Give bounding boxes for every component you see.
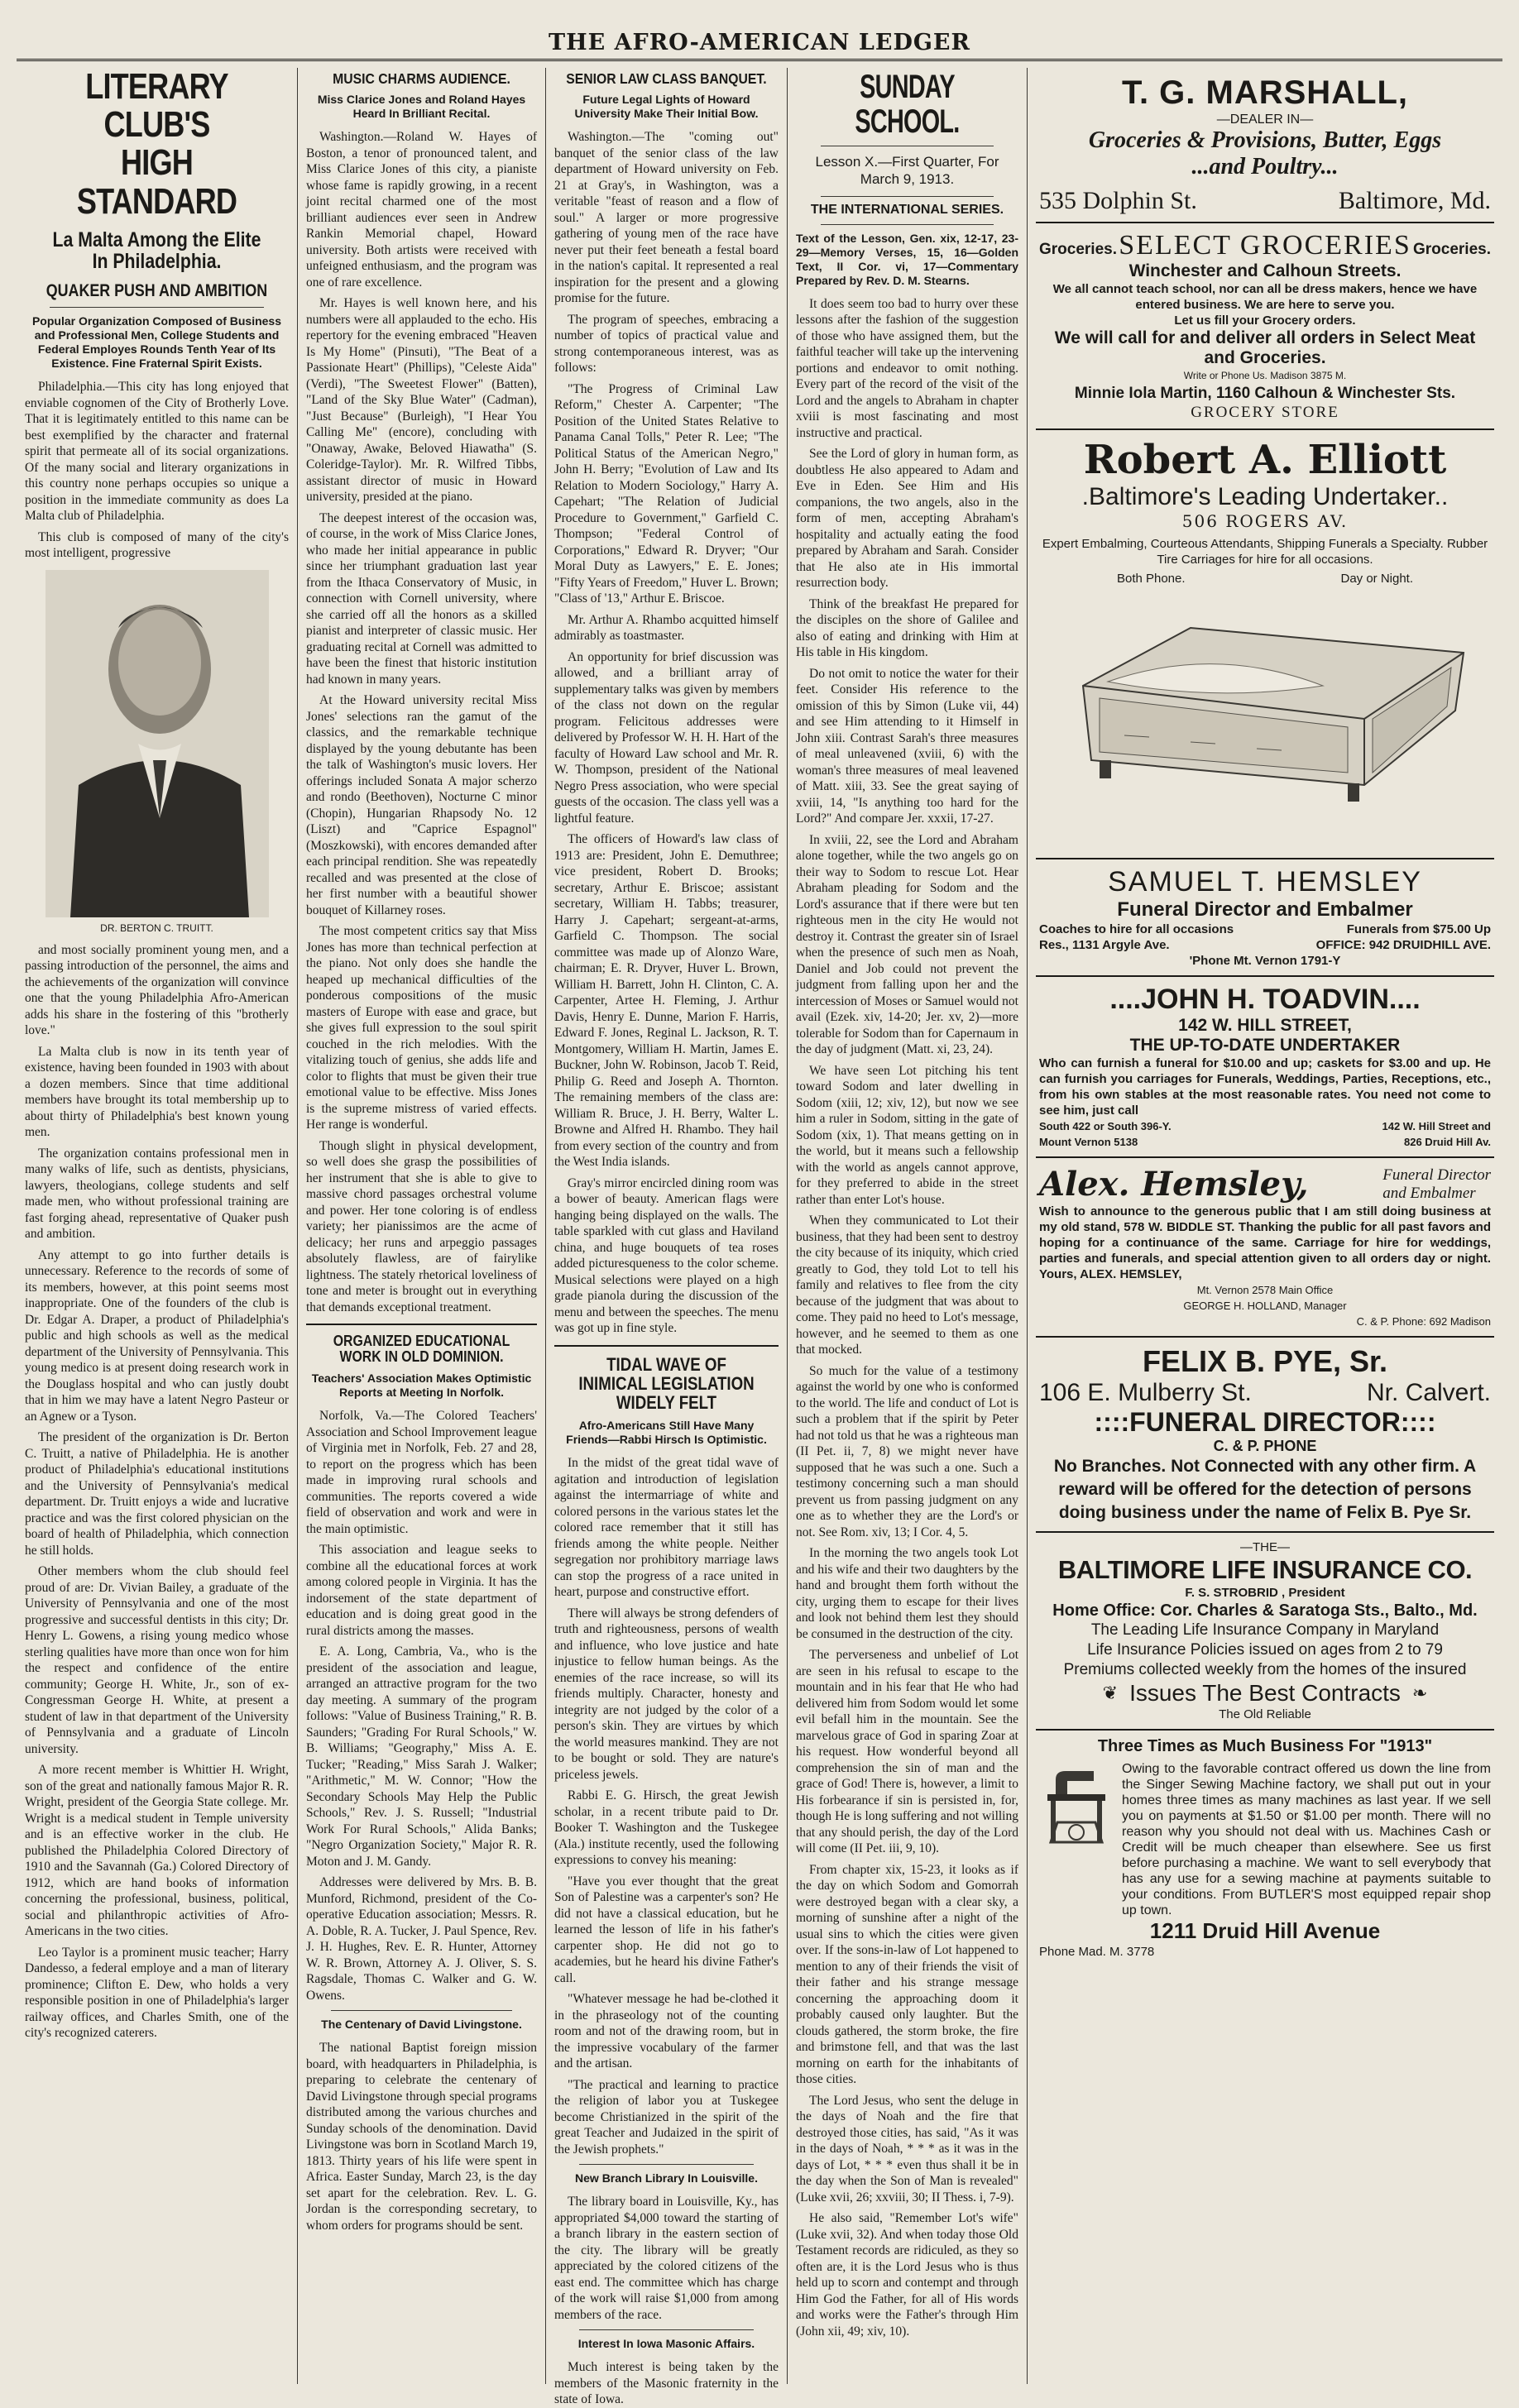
ad-select-groceries	[1036, 223, 1494, 430]
toadvin-phones-row-2	[1039, 1134, 1491, 1150]
life-name: BALTIMORE LIFE INSURANCE CO.	[1057, 1555, 1473, 1584]
toadvin-tagline: THE UP-TO-DATE UNDERTAKER	[1129, 1036, 1401, 1055]
subhead-la-malta: La Malta Among the Elite In Philadelphia.	[52, 227, 261, 273]
life-president: F. S. STROBRID , President	[1185, 1586, 1345, 1600]
pye-name: FELIX B. PYE, Sr.	[1142, 1344, 1388, 1378]
article-paragraph: When they communicated to Lot their business, that they had been sent to destroy the city because of its iniquity, which cried greatly to God, they told Lot to tell his family and relatives to flee from the city because of the judgment that was about to come. They paid no heed to Lot's message, however, and he seemed to them as one that mocked.	[796, 1214, 1018, 1357]
groceries-line: Let us fill your Grocery orders.	[1174, 314, 1356, 328]
article-paragraph: Washington.—The "coming out" banquet of the senior class of the law department of Howard university on Feb. 21 at Gray's, in Washington, was a veritable "feast of reason and a flow of soul." A larger or more progressive gathering of young men of the race have never put their feet beneath a festal board in the nation's capital. It represented a real inspiration for the present and a glowing promise for the future.	[554, 130, 779, 306]
columns	[17, 66, 1502, 2407]
article-paragraph: So much for the value of a testimony against the world by one who is conformed to the world. The life and conduct of Lot is such a problem that if the spirit by Peter had not told us that he was a righteous man (II Pet. ii, 7, 8) we might never have supposed that he was such a one. Such a testimony concerning such a man should prevent us from passing judgment on any one as to whether they are the Lord's or not. See Rom. xiv, 13; I Cor. 4, 5.	[796, 1363, 1018, 1539]
article-paragraph: From chapter xix, 15-23, it looks as if the day on which Sodom and Gomorrah were destroyed began with a clear sky, a morning of sunshine after a night of the usual sins to which the cities were given over. If the sons-in-law of Lot happened to mention to any of their friends the visit of their father and his strange message concerning the approaching doom it probably caused only laughter. But the clouds gathered, the storm broke, the fire and brimstone fell, and that was the last morning on earth for the inhabitants of those cities.	[796, 1862, 1018, 2087]
alex-name: Alex. Hemsley,	[1039, 1165, 1309, 1204]
article-paragraph: "Whatever message he had be-clothed it in the phraseology not of the counting room and not of the drawing room, but in the impressive vocabulary of the farmer and the artisan.	[554, 1992, 779, 2071]
fleuron-icon: ❦	[1102, 1683, 1119, 1703]
ad-marshall	[1036, 68, 1494, 223]
article-paragraph: The deepest interest of the occasion was, of course, in the work of Miss Clarice Jones, who made her initial appearance in public since her triumphant graduation last year from the Ithaca Conservatory of Music, in connection with Cornell university, where she carried off all the honors as a skilled pianist and interpreter of classic music. Her graduating recital at Cornell was admitted to have been the finest that historic institution had known in many years.	[306, 510, 537, 687]
article-paragraph: Any attempt to go into further details is unnecessary. Reference to the records of some of its members, however, at this point seems most inappropriate. One of the founders of the club is Dr. Edgar A. Draper, a product of Philadelphia's public and high schools as well as the medical department of the University of Pennsylvania. This young medico is at present doing research work in the Douglass hospital and who can justly doubt that in him we may have a latent Negro Pasteur or an Agnew or a Tyson.	[25, 1247, 289, 1424]
lesson-text-reference: Text of the Lesson, Gen. xix, 12-17, 23-29—Memory Verses, 15, 16—Golden Text, II Cor. vi, 17—Commentary Prepared by Rev. D. M. Stearns.	[796, 231, 1018, 287]
article-paragraph: Other members whom the club should feel proud of are: Dr. Vivian Bailey, a graduate of the University of Pennsylvania and one of the most progressive and successful dentists in this city; Dr. Henry L. Gowens, a rising young medico whose sterling qualities have more than once won for him the respect and confidence of the entire community; George H. White, Jr., son of ex-Congressman George H. White, at present a student of law in that department of the University of Pennsylvania and a graduate of Lincoln university.	[25, 1564, 289, 1756]
masthead	[17, 0, 1502, 61]
headline-senior-law: SENIOR LAW CLASS BANQUET.	[566, 70, 767, 87]
article-paragraph: In xviii, 22, see the Lord and Abraham alone together, while the two angels go on their way to Sodom to rescue Lot. Hear Abraham pleading for Sodom and the Lord's assurance that if there were but ten righteous men in the city He would not destroy it. Contrast the greater sin of Israel when the presence of such men as Noah, Daniel and Job could not prevent the judgment from falling upon her and the intercession of Moses or Samuel would not avail (Ezek. xiv, 14-20; Jer. xv, 2)—more tolerable for Sodom than for Capernaum in the day of judgment (Matt. xi, 23, 24).	[796, 832, 1018, 1057]
article-paragraph: He also said, "Remember Lot's wife" (Luke xvii, 32). And when today those Old Testament records are ridiculed, as they so often are, it is the Lord Jesus who is thus held up to scorn and contempt and through Him God the Father, for all of His words and works were the Father's through Him (John xii, 49; xiv, 10).	[796, 2211, 1018, 2339]
groceries-phone: Write or Phone Us. Madison 3875 M.	[1183, 370, 1347, 381]
toadvin-name: ....JOHN H. TOADVIN....	[1109, 984, 1421, 1015]
article-paragraph: Mr. Hayes is well known here, and his numbers were all applauded to the echo. His repertory for the evening embraced "Heaven Is My Home" (Pinsuti), "The Beat of a Passionate Heart" (Phillips), "Celeste Aida" (Verdi), "The Sweetest Flower" (Batten), "Land of the Sky Blue Water" (Cadman), "Just Because" (Burleigh), "I Hear You Calling Me" (encore), concluding with "Onaway, Awake, Beloved Hiawatha" (S. Coleridge-Taylor). Mr. R. Wilfred Tibbs, assistant director of music in Howard university, presided at the piano.	[306, 296, 537, 505]
column-3	[546, 68, 788, 2407]
hemsley-title: Funeral Director and Embalmer	[1117, 898, 1413, 921]
marshall-dealer: —DEALER IN—	[1216, 113, 1314, 127]
article-paragraph: E. A. Long, Cambria, Va., who is the president of the association and league, arranged an attractive program for the two day meeting. A summary of the program follows: "Value of Business Training," R. B. Saunders; "Grading For Rural Schools," W. B. Williams; "Geography," Miss A. E. Tucker; "Reading," Miss Sarah J. Walker; "Arithmetic," M. W. Connor; "How the Secondary Schools May Help the Public Schools," Rev. J. S. Russell; "Industrial Work For Rural Schools," Alida Banks; "Negro Organization Society," Major R. R. Moton and J. M. Gandy.	[306, 1644, 537, 1869]
article-paragraph: "The practical and learning to practice the religion of labor you at Tuskegee become Christianized in the spirit of the great Teacher and Judaized in the spirit of the Jewish prophets."	[554, 2077, 779, 2157]
article-paragraph: It does seem too bad to hurry over these lessons after the fashion of the suggestion of those who have assigned them, but the faithful teacher will take up the intervening portions and endeavor to omit nothing. Every part of the record of the visit of the Lord and the angels to Abraham in chapter xviii is most fascinating and most instructive and practical.	[796, 296, 1018, 440]
column-1	[17, 68, 298, 2384]
fleuron-icon: ❧	[1411, 1683, 1428, 1703]
article-paragraph: Washington.—Roland W. Hayes of Boston, a tenor of pronounced talent, and Miss Clarice Jones of this city, a pianiste whose fame is rapidly growing, in a recent joint recital charmed one of the most brilliant audiences ever seen in Andrew Rankin Memorial chapel, Howard university. Both artists were received with unfeigned enthusiasm, and the program was one of rare excellence.	[306, 130, 537, 290]
deck-teachers: Teachers' Association Makes Optimistic Reports at Meeting In Norfolk.	[311, 1372, 532, 1400]
toadvin-address: 142 W. HILL STREET,	[1178, 1016, 1352, 1035]
pye-phone: C. & P. PHONE	[1213, 1438, 1317, 1454]
groceries-corner: Winchester and Calhoun Streets.	[1128, 261, 1402, 280]
marshall-city: Baltimore, Md.	[1338, 187, 1491, 214]
headline-sunday-school: SUNDAY SCHOOL.	[855, 69, 960, 140]
article-paragraph: Do not omit to notice the water for their feet. Consider His reference to the omission of this by Simon (Luke vii, 44) and see Him attending to it Himself in John xiii. Contrast Sarah's three measures of meal unleavened (xviii, 6) with the woman's three measures of meal leavened of Matt. xiii, 33. See the great saying of xviii, 14, "Is anything too hard for the Lord?" And compare Jer. xxxii, 17-27.	[796, 666, 1018, 826]
article-paragraph: A more recent member is Whittier H. Wright, son of the great and nationally famous Major R. R. Wright, president of the Georgia State college. Mr. Wright is a medical student in Temple university and is an effective worker in the club. He published the Philadelphia Colored Directory of 1910 and the Savannah (Ga.) Colored Directory of 1912, which are hand books of information concerning the professional, business, political, social and philanthropic activities of Afro-Americans in the two cities.	[25, 1763, 289, 1939]
elliott-address: 506 ROGERS AV.	[1181, 511, 1349, 531]
article-paragraph: Rabbi E. G. Hirsch, the great Jewish scholar, in a recent tribute paid to Dr. Booker T. Washington and the Tuskegee (Ala.) institute recently, used the following expressions to convey his meaning:	[554, 1788, 779, 1868]
subhead-quaker-push: QUAKER PUSH AND AMBITION	[46, 281, 268, 301]
life-contracts: Issues The Best Contracts	[1129, 1680, 1401, 1706]
elliott-contact	[1039, 571, 1491, 586]
article-paragraph: The national Baptist foreign mission board, with headquarters in Philadelphia, is preparing to celebrate the centenary of David Livingstone through special programs distributed among the various churches and Sunday schools of the denomination. David Livingstone was born in Scotland March 19, 1813. Thirty years of his life were spent in Africa. Easter Sunday, March 23, is the day set apart for the celebration. Rev. L. G. Jordan is the corresponding secretary, to whom orders for programs should be sent.	[306, 2041, 537, 2233]
toadvin-body: Who can furnish a funeral for $10.00 and up; caskets for $3.00 and up. He can furnish you carriages for Funerals, Weddings, Parties, Receptions, etc., from his own stables at the most reasonable rates. You need not come to see him, just call	[1039, 1056, 1491, 1118]
hemsley-residence: Res., 1131 Argyle Ave.	[1039, 938, 1170, 952]
article-paragraph: Mr. Arthur A. Rhambo acquitted himself admirably as toastmaster.	[554, 612, 779, 644]
article-paragraph: Addresses were delivered by Mrs. B. B. Munford, Richmond, president of the Co-operative Education association; Messrs. R. A. Doble, R. A. Tucker, J. Paul Spence, Rev. J. H. Hughes, Rev. E. R. Hunter, Attorney W. R. Brown, Attorney A. J. Oliver, S. S. Ragsdale, Thomas C. Walker and G. W. Owens.	[306, 1875, 537, 2003]
elliott-phone: Both Phone.	[1116, 572, 1186, 586]
marshall-goods-2: ...and Poultry...	[1191, 154, 1339, 180]
hemsley-address-row	[1039, 937, 1491, 953]
life-slogan: The Old Reliable	[1219, 1707, 1311, 1721]
groceries-store: GROCERY STORE	[1191, 404, 1339, 421]
life-the: —THE—	[1240, 1540, 1290, 1554]
article-paragraph: The perverseness and unbelief of Lot are seen in his refusal to escape to the mountain and in his fear that He who had delivered him from Sodom would let some evil befall him in the mountain. See the marvelous grace of God in sparing Zoar at his request. How wonderful beyond all comprehension the sin of man and the grace of God! There is, however, a limit to His forbearance if sin is persisted in, for, though He is long suffering and not willing that any should perish, the day of the Lord will come (II Pet. iii, 9, 10).	[796, 1648, 1018, 1856]
article-paragraph: See the Lord of glory in human form, as doubtless He also appeared to Adam and Eve in Eden. See Him and His companions, the two angels, also in the form of men, accepting Abraham's hospitality and actually eating the food prepared by Abraham and Sarah. Consider that He also ate in His immortal resurrection body.	[796, 447, 1018, 591]
international-series: THE INTERNATIONAL SERIES.	[810, 203, 1004, 217]
ad-samuel-hemsley	[1036, 859, 1494, 977]
groceries-left: Groceries.	[1039, 241, 1117, 258]
article-paragraph: Philadelphia.—This city has long enjoyed that enviable cognomen of the City of Brotherly Love. That it is legitimately entitled to this name can be best exemplified by the character and fraternal spirit that permeate all of its social organizations. Of the many social and literary organizations in this country none perhaps occupies so unique a position in the immediate community as does La Malta club of Philadelphia.	[25, 380, 289, 524]
article-paragraph: The officers of Howard's law class of 1913 are: President, John E. Demuthree; vice president, Robert D. Brooks; secretary, Arthur E. Briscoe; assistant secretary, William H. Tabbs; treasurer, Harry J. Capehart; sergeant-at-arms, Garfield C. Thompson. The social committee was made up of Alonzo Ware, chairman; E. R. Dryver, Huver L. Brown, William H. Barrett, John H. Clinton, C. A. Carpenter, Artee H. Fleming, J. Arthur Davis, Henry E. Dunne, Marion F. Harris, Edward F. Jones, Reginal L. Jackson, R. T. Montgomery, William H. Martin, James E. Buckner, John W. Robinson, Jacob T. Reid, Philip G. Reed and Joseph A. Thornton. The remaining members of the class are: William R. Bruce, J. H. Berry, Walter L. Browne and Alfred H. Rhambo. They hail from every section of the country and from the West India islands.	[554, 832, 779, 1170]
life-line: Premiums collected weekly from the homes of the insured	[1063, 1661, 1467, 1678]
deck-la-malta: Popular Organization Composed of Business and Professional Men, College Students and Federal Employes Rounds Tenth Year of Its Existence. Fine Fraternal Spirit Exists.	[31, 314, 282, 371]
ad-sewing-machines	[1036, 1731, 1494, 1966]
article-paragraph: There will always be strong defenders of truth and righteousness, persons of wealth and influence, who love justice and hate injustice to fellow human beings. As the enemies of the race increase, so will its friends multiply. Character, honesty and integrity are not judged by the color of a person's skin. They are virtues by which the world measures mankind. They are not to be bought or sold. They are nature's priceless jewels.	[554, 1606, 779, 1782]
elliott-hours: Day or Night.	[1340, 572, 1414, 586]
headline-organized-educational: ORGANIZED EDUCATIONAL WORK IN OLD DOMINION.	[333, 1333, 510, 1366]
article-paragraph: Gray's mirror encircled dining room was a bower of beauty. American flags were hanging being displayed on the walls. The table sparkled with cut glass and Haviland china, and huge bouquets of tea roses added picturesqueness to the color scheme. Musical selections were played on a high grade pianola during the discussion of the menu and between the speeches. The menu was got up in fine style.	[554, 1175, 779, 1336]
divider	[331, 2010, 512, 2011]
lesson-info: Lesson X.—First Quarter, For March 9, 1913.	[815, 154, 999, 187]
life-line: Life Insurance Policies issued on ages from 2 to 79	[1087, 1641, 1443, 1659]
ad-baltimore-life	[1036, 1533, 1494, 1731]
article-paragraph: In the midst of the great tidal wave of agitation and introduction of legislation against the intermarriage of white and colored persons in the various states let the colored race remember that it still has friends among the white people. Neither segregation nor prohibitory marriage laws can stop the progress of a race united in heart, purpose and constructive effort.	[554, 1456, 779, 1600]
sewing-headline: Three Times as Much Business For "1913"	[1097, 1737, 1433, 1755]
article-paragraph: The president of the organization is Dr. Berton C. Truitt, a native of Philadelphia. He is another product of Philadelphia's educational institutions and the University of Pennsylvania's medical department. Dr. Truitt enjoys a wide and lucrative practice and was the first colored physician on the board of health of Philadelphia, which connection he still holds.	[25, 1430, 289, 1558]
life-contracts-row	[1039, 1680, 1491, 1707]
hemsley-phone: 'Phone Mt. Vernon 1791-Y	[1189, 954, 1341, 968]
divider	[821, 224, 994, 225]
toadvin-phone-1: South 422 or South 396-Y.	[1039, 1120, 1172, 1132]
article-paragraph: Leo Taylor is a prominent music teacher; Harry Dandesso, a federal employe and a man of literary prominence; Clifton E. Dew, who holds a very responsible position in one of Philadelphia's larger railway offices, and Charles Smith, one of the city's recognized caterers.	[25, 1945, 289, 2041]
casket-illustration	[1050, 595, 1480, 843]
pye-body: No Branches. Not Connected with any other firm. A reward will be offered for the detection of persons doing business under the name of Felix B. Pye Sr.	[1053, 1457, 1477, 1522]
headline-music-charms: MUSIC CHARMS AUDIENCE.	[333, 70, 510, 87]
marshall-goods: Groceries & Provisions, Butter, Eggs	[1088, 127, 1442, 153]
alex-title	[1382, 1166, 1491, 1203]
article-paragraph: Though slight in physical development, so well does she grasp the possibilities of her instrument that she is able to give to massive chord passages orchestral volume and power. Her tone coloring is of endless variety; her pianissimos are the acme of delicacy; her runs and arpeggio passages absolutely flawless, are of fairylike lightness. The stately rhetorical loveliness of tone and meter is brought out in everything that demands exceptional treatment.	[306, 1138, 537, 1314]
article-paragraph: Norfolk, Va.—The Colored Teachers' Association and School Improvement league of Virginia met in Norfolk, Feb. 27 and 28, to report on the progress which has been made in improving rural schools and communities. The reports covered a wide field of observation and work and were in the main optimistic.	[306, 1409, 537, 1536]
deck-tidal-wave: Afro-Americans Still Have Many Friends—Rabbi Hirsch Is Optimistic.	[566, 1419, 767, 1447]
article-paragraph: "Have you ever thought that the great Son of Palestine was a carpenter's son? He did not have a classical education, but he learned the lesson of life in his father's carpenter shop. He did not go to academies, but he heard his divine Father's call.	[554, 1874, 779, 1985]
article-paragraph: This club is composed of many of the city's most intelligent, progressive	[25, 529, 289, 561]
divider	[50, 307, 264, 308]
sewing-body-row	[1039, 1761, 1491, 1918]
article-paragraph: The organization contains professional men in many walks of life, such as dentists, physicians, lawyers, theologians, college students and self made men, who without professional training are fast forging ahead, representative of Quaker push and ambition.	[25, 1146, 289, 1242]
portrait-illustration	[46, 570, 269, 917]
groceries-line: We will call for and deliver all orders in Select Meat and Groceries.	[1054, 328, 1476, 367]
article-paragraph: An opportunity for brief discussion was allowed, and a brilliant array of supplementary talks was given by members of the class not down on the regular program. Felicitous addresses were delivered by Professor W. H. H. Hart of the faculty of Howard Law school and Mr. R. W. Thompson, president of the National Negro Press association, who were special guests of the occasion. The class yell was a lightful feature.	[554, 649, 779, 826]
divider	[579, 2329, 754, 2330]
marshall-address: 535 Dolphin St.	[1039, 187, 1197, 214]
column-2	[298, 68, 546, 2384]
toadvin-phones-row	[1039, 1118, 1491, 1134]
headline-livingstone: The Centenary of David Livingstone.	[321, 2018, 522, 2032]
alex-phone: C. & P. Phone: 692 Madison	[1356, 1315, 1491, 1328]
headline-tidal-wave: TIDAL WAVE OF INIMICAL LEGISLATION WIDELY FELT	[578, 1353, 755, 1414]
article-paragraph: The Lord Jesus, who sent the deluge in the days of Noah and the fire that destroyed those cities, has said, "As it was in the days of Noah, * * * as it was in the days of Lot, * * * even thus shall it be in the day when the Son of Man is revealed" (Luke xvii, 26; xxviii, 30; II Thess. i, 7-9).	[796, 2093, 1018, 2205]
alex-title-1: Funeral Director	[1382, 1166, 1491, 1184]
headline-louisville-library: New Branch Library In Louisville.	[575, 2171, 758, 2185]
sewing-machine-icon	[1039, 1761, 1114, 1852]
portrait-engraving	[46, 570, 269, 917]
pye-cross-street: Nr. Calvert.	[1366, 1379, 1491, 1406]
ad-robert-elliott	[1036, 430, 1494, 859]
article-paragraph: La Malta club is now in its tenth year of existence, having been founded in 1903 with about a dozen members. Since that time additional members have brought its total membership up to about thirty of Philadelphia's best known young men.	[25, 1044, 289, 1140]
sewing-address: 1211 Druid Hill Avenue	[1149, 1918, 1381, 1943]
groceries-title: SELECT GROCERIES	[1119, 230, 1411, 261]
article-paragraph: and most socially prominent young men, and a passing introduction of the personnel, the aims and the achievements of the organization will convince one that the young Philadelphia Afro-American adds his share in the fostering of this "brotherly love."	[25, 942, 289, 1038]
article-paragraph: In the morning the two angels took Lot and his wife and their two daughters by the hand and brought them forth without the city, urging them to escape for their lives and look not behind them lest they should be consumed in the destruction of the city.	[796, 1546, 1018, 1641]
hemsley-name: SAMUEL T. HEMSLEY	[1108, 866, 1422, 898]
groceries-proprietor: Minnie Iola Martin, 1160 Calhoun & Winchester Sts.	[1074, 385, 1456, 402]
article-paragraph: We have seen Lot pitching his tent toward Sodom and later dwelling in Sodom (xiii, 12; xiv, 12), but now we see him a ruler in Sodom, sitting in the gate of Sodom (xix, 1). That means getting on in the world, but it means such a fellowship with the world as angels cannot approve, for they preferred to abide in the street rather than enter Lot's house.	[796, 1063, 1018, 1207]
article-paragraph: The program of speeches, embracing a number of topics of practical value and strong contemporaneous interest, was as follows:	[554, 312, 779, 376]
elliott-tagline: .Baltimore's Leading Undertaker..	[1081, 483, 1449, 510]
toadvin-address-2: 142 W. Hill Street and	[1382, 1120, 1491, 1132]
hemsley-funerals: Funerals from $75.00 Up	[1346, 922, 1491, 936]
pye-title: ::::FUNERAL DIRECTOR::::	[1094, 1407, 1436, 1437]
hemsley-coaches: Coaches to hire for all occasions	[1039, 922, 1234, 936]
ad-alex-hemsley	[1036, 1158, 1494, 1338]
hemsley-coaches-row	[1039, 922, 1491, 937]
article-paragraph: Think of the breakfast He prepared for the disciples on the shore of Galilee and also of eating and drinking with Him at His table in His kingdom.	[796, 596, 1018, 660]
sewing-body: Owing to the favorable contract offered us down the line from the Singer Sewing Machine factory, we shall put out in your homes three times as many machines as last year. If we sell you on payments at $1.50 or $1.00 per month. There will no reason why you should not deal with us. Machines Cash or Credit will be much cheaper than elsewhere. See us first before purchasing a machine. We want to sell everybody that has any use for a sewing machine at payments suitable to your conditions. From BUTLER'S most equipped repair shop up town.	[1122, 1762, 1491, 1917]
article-paragraph: The library board in Louisville, Ky., has appropriated $4,000 toward the starting of a branch library in the eastern section of the city. The library will be greatly appreciated by the colored citizens of the east end. The committee which has charge of the work will raise $1,000 from among members of the race.	[554, 2195, 779, 2322]
alex-body: Wish to announce to the generous public that I am still doing business at my old stand, 578 W. BIDDLE ST. Thanking the public for all past favors and hoping for a continuance of the same. Carriage for hire for weddings, parties and funerals, and special attention given to all orders day or night. Yours, ALEX. HEMSLEY,	[1039, 1204, 1491, 1281]
alex-manager: GEORGE H. HOLLAND, Manager	[1183, 1300, 1347, 1312]
portrait-caption: DR. BERTON C. TRUITT.	[100, 922, 213, 934]
article-paragraph: Much interest is being taken by the members of the Masonic fraternity in the state of Iowa.	[554, 2360, 779, 2407]
alex-title-2: and Embalmer	[1382, 1184, 1476, 1202]
sewing-phone: Phone Mad. M. 3778	[1039, 1945, 1155, 1959]
ad-john-toadvin	[1036, 977, 1494, 1158]
deck-music: Miss Clarice Jones and Roland Hayes Heard In Brilliant Recital.	[317, 93, 526, 121]
alex-header	[1039, 1165, 1491, 1204]
headline-literary-club: LITERARY CLUB'S	[85, 66, 228, 146]
groceries-line: We all cannot teach school, nor can all be dress makers, hence we have entered business. We are here to serve you.	[1052, 282, 1478, 312]
elliott-services: Expert Embalming, Courteous Attendants, Shipping Funerals a Specialty. Rubber Tire Carriages for hire for all occasions.	[1042, 537, 1488, 567]
life-line: The Leading Life Insurance Company in Maryland	[1090, 1621, 1440, 1639]
pye-address-row	[1039, 1379, 1491, 1407]
casket-drawing	[1050, 595, 1480, 843]
toadvin-phone-2: Mount Vernon 5138	[1039, 1136, 1138, 1148]
elliott-name: Robert A. Elliott	[1083, 437, 1447, 483]
alex-office: Mt. Vernon 2578 Main Office	[1196, 1284, 1334, 1296]
article-paragraph: The most competent critics say that Miss Jones has more than technical perfection at the piano. Not only does she handle the heaped up mechanical difficulties of the ponderous compositions of the music masters of Europe with ease and grace, but she gives full expression to the soul spirit couched in the rich melodies. With the vitalizing touch of genius, she adds life and color to flights that must be given their true emotional value to be effective. Miss Jones is the supreme mistress of varied effects. Her range is wonderful.	[306, 924, 537, 1132]
divider	[554, 1345, 779, 1347]
marshall-name: T. G. MARSHALL,	[1121, 74, 1409, 111]
groceries-header	[1039, 230, 1491, 261]
pye-address: 106 E. Mulberry St.	[1039, 1379, 1252, 1406]
toadvin-address-3: 826 Druid Hill Av.	[1404, 1136, 1491, 1148]
groceries-right: Groceries.	[1413, 241, 1491, 258]
life-office: Home Office: Cor. Charles & Saratoga Sts., Balto., Md.	[1052, 1601, 1478, 1620]
ad-felix-pye	[1036, 1338, 1494, 1533]
marshall-address-row	[1039, 187, 1491, 215]
column-ads	[1028, 68, 1502, 2384]
article-paragraph: At the Howard university recital Miss Jones' selections ran the gamut of the classics, and the remarkable technique displayed by the young debutante has been the talk of Washington's music lovers. Her offerings included Sonata A major scherzo and rondo (Beethoven), Nocturne C minor (Chopin), Hungarian Rhapsody No. 12 (Liszt) and "Caprice Espagnol" (Moszkowski), with encores demanded after each principal rendition. She was repeatedly recalled and was presented at the close of her first number with a beautiful shower bouquet of Killarney roses.	[306, 693, 537, 917]
divider	[579, 2164, 754, 2165]
masthead-title: THE AFRO-AMERICAN LEDGER	[549, 30, 970, 55]
headline-high-standard: HIGH STANDARD	[76, 142, 237, 222]
column-4	[788, 68, 1028, 2384]
headline-iowa-masonic: Interest In Iowa Masonic Affairs.	[577, 2337, 755, 2351]
deck-law: Future Legal Lights of Howard University Make Their Initial Bow.	[574, 93, 759, 121]
article-paragraph: This association and league seeks to combine all the educational forces at work among colored people in Virginia. It has the indorsement of the state department of education and is doing great good in the rural districts among the masses.	[306, 1543, 537, 1638]
article-paragraph: "The Progress of Criminal Law Reform," Chester A. Carpenter; "The Position of the United States Relative to Panama Canal Tolls," Peter R. Lee; "The Political Status of the American Negro," John H. Berry; "Evolution of Law and Its Relation to Modern Sociology," Harry A. Capehart; "The Relation of Judicial Procedure to Government," Garfield C. Thompson; "Federal Control of Corporations," Edward R. Dryver; "Our Moral Duty as Lawyers," E. E. Jones; "Fifty Years of Freedom," Huver L. Brown; "Class of '13," Arthur E. Briscoe.	[554, 381, 779, 606]
newspaper-page	[17, 0, 1502, 2407]
hemsley-office: OFFICE: 942 DRUIDHILL AVE.	[1315, 938, 1491, 952]
divider	[306, 1324, 537, 1325]
divider	[821, 196, 994, 197]
